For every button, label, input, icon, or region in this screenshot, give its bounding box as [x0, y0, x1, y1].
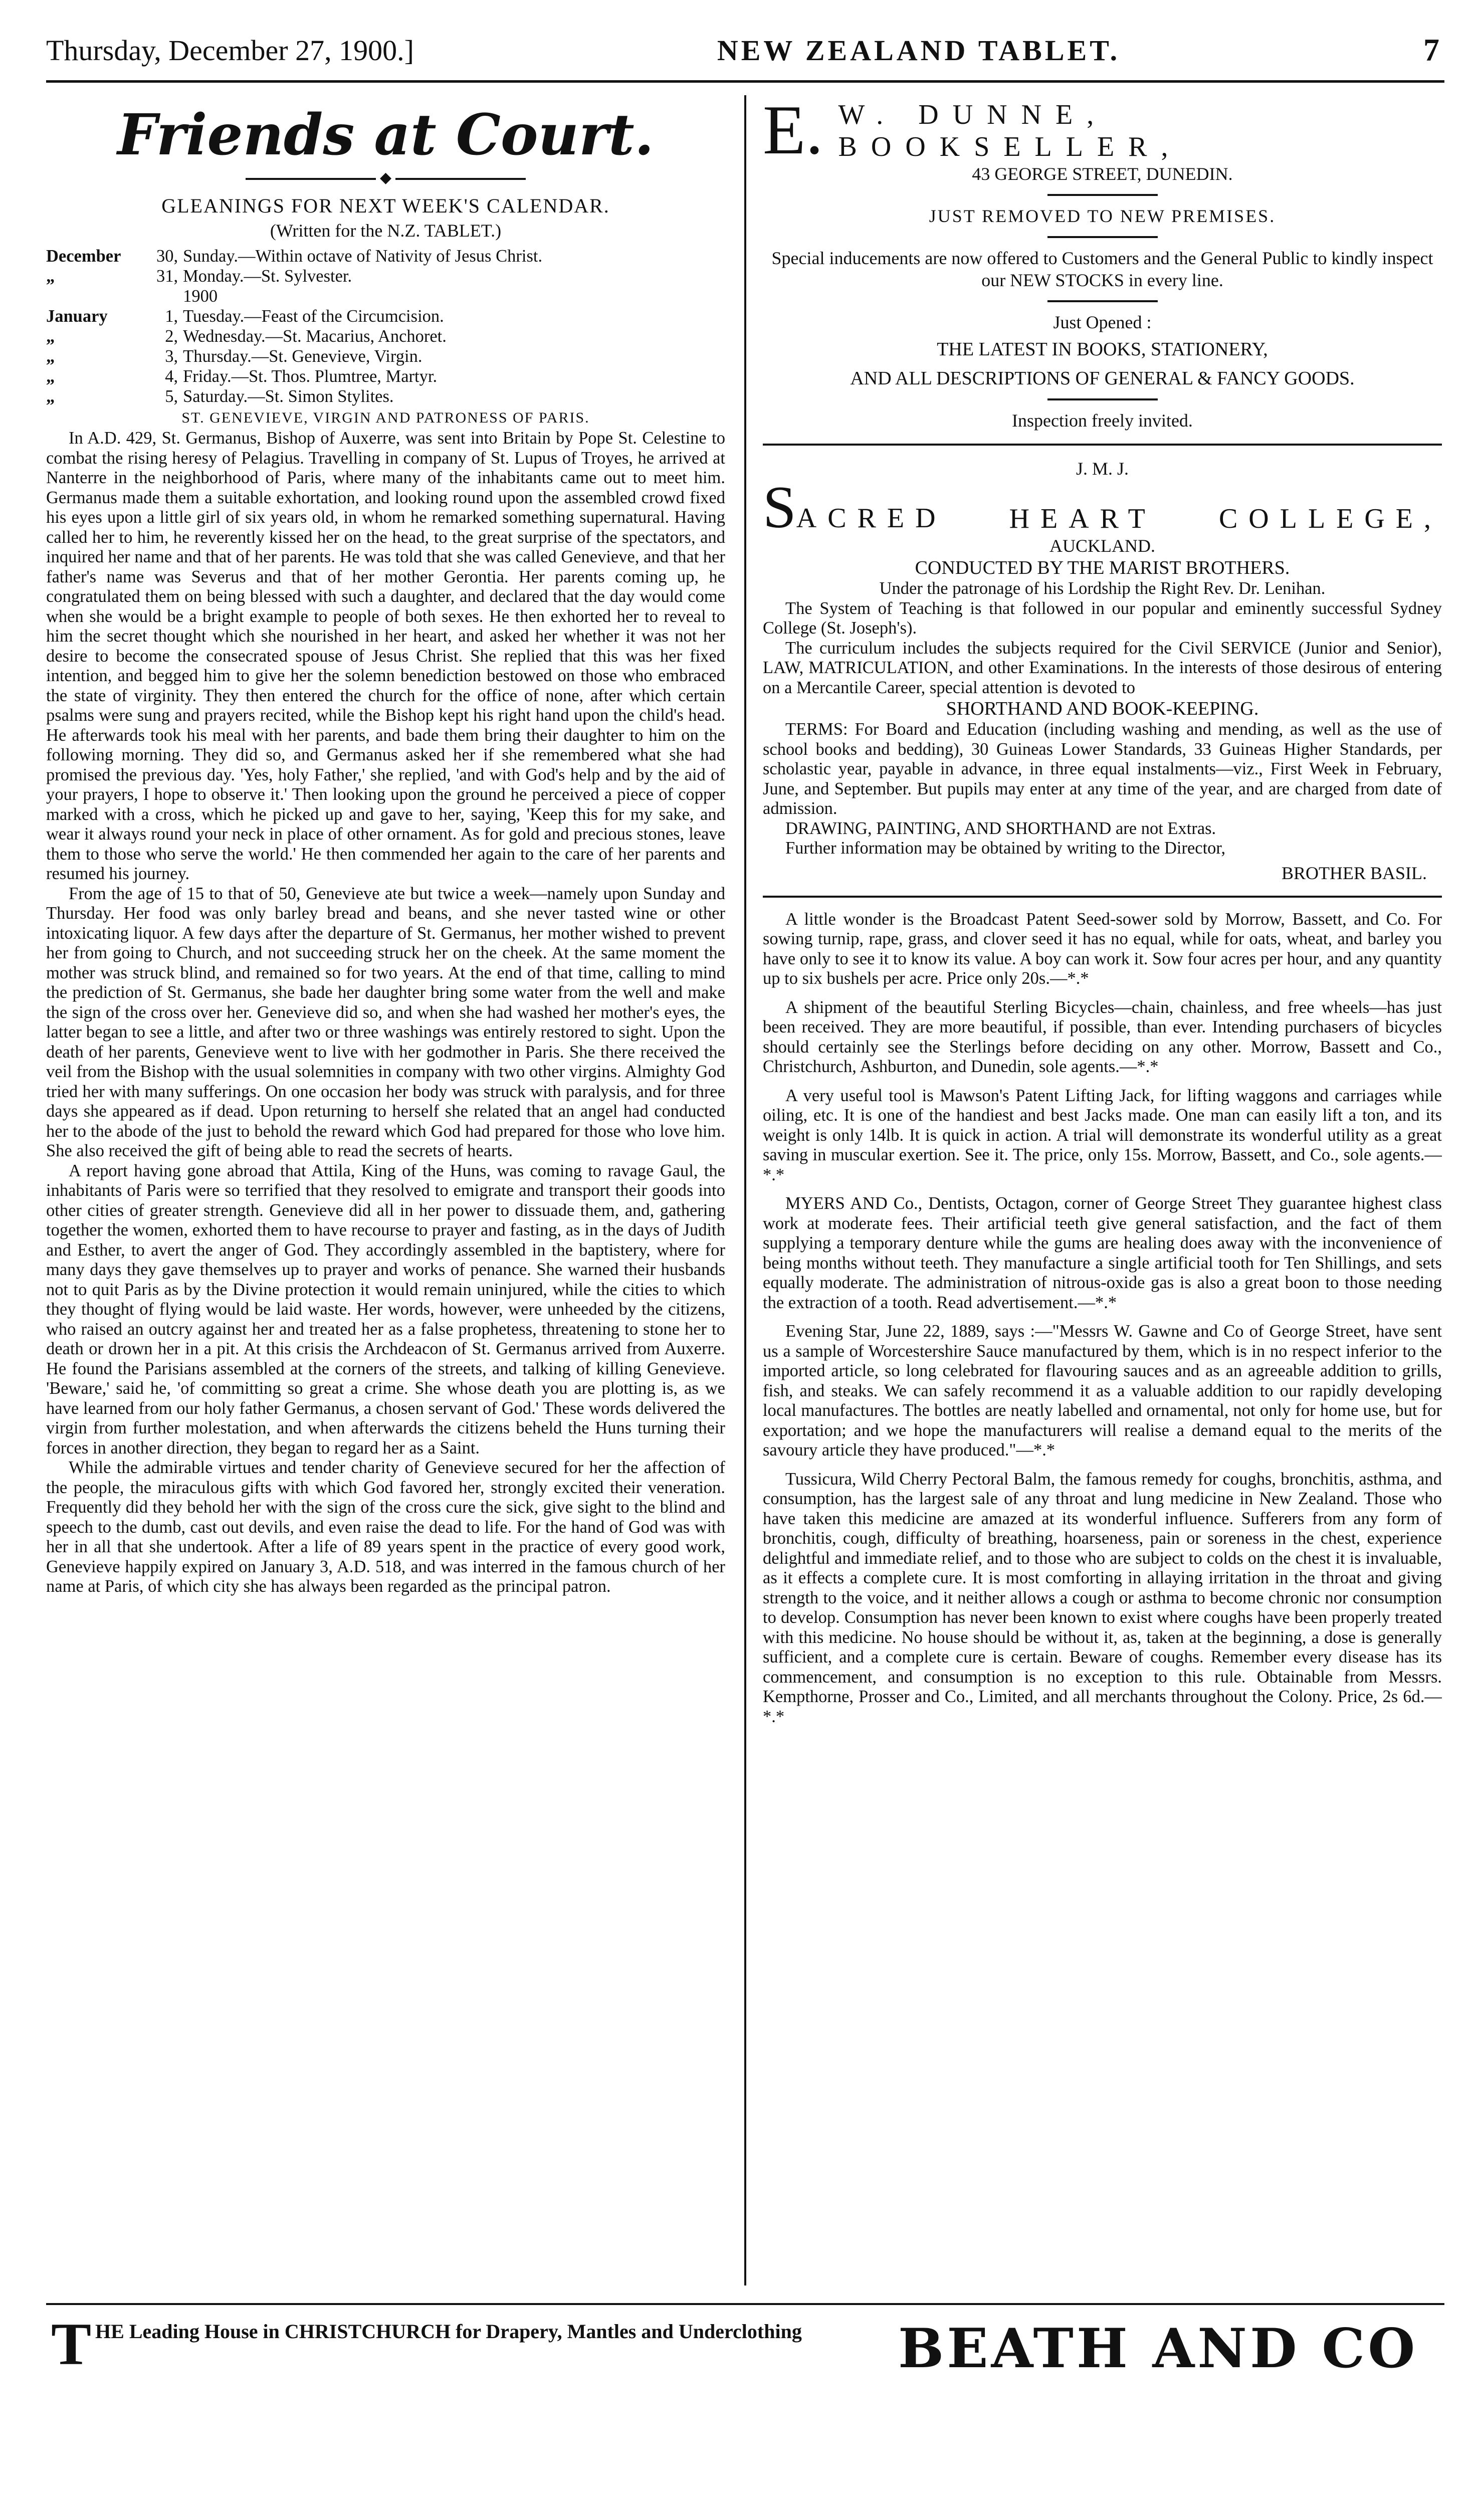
- calendar-month: [46, 286, 156, 306]
- footer-ads: [46, 2303, 1444, 2405]
- section-rule: [763, 896, 1442, 898]
- header-masthead: NEW ZEALAND TABLET.: [717, 34, 1121, 67]
- calendar-subheading: (Written for the N.Z. TABLET.): [270, 221, 502, 241]
- calendar-entry: Saturday.—St. Simon Stylites.: [183, 387, 394, 406]
- right-column: [763, 98, 1442, 2283]
- calendar-day: [156, 286, 183, 306]
- college-title: [763, 474, 1442, 540]
- article-paragraph: From the age of 15 to that of 50, Genevieve ate but twice a week—namely upon Sunday and Thursday. Her food was only barley bread and beans, and she never tasted wine or other intoxicating liquor. A few days after the departure of St. Germanus, her mother wished to prevent her from going to Church, and not succeeding struck her on the cheek. At the same moment the mother was struck blind, and remained so for two years. At the end of that time, calling to mind the prediction of St. Germanus, she bade her daughter bring some water from the well and make the sign of the cross over her. Genevieve did so, and when she had washed her mother's eyes, the latter began to see a little, and after two or three washings was entirely restored to sight. Upon the death of her parents, Genevieve went to live with her godmother in Paris. She there received the veil from the Bishop with the usual solemnities in company with two other virgins. Almighty God tried her with many sufferings. On one occasion her body was struck with paralysis, and for three days she appeared as if dead. Upon returning to herself she related that an angel had conducted her to the abode of the just to behold the reward which God had prepared for those who love him. She also received the gift of being able to read the secrets of hearts.: [46, 884, 725, 1160]
- notice-item: [763, 998, 1442, 1077]
- section-rule: [763, 444, 1442, 446]
- short-rule: [1047, 398, 1158, 400]
- dunne-just-opened: Just Opened :: [1053, 312, 1152, 332]
- article-paragraph: A report having gone abroad that Attila, King of the Huns, was coming to ravage Gaul, the inhabitants of Paris were so terrified that they resolved to emigrate and transport their goods into other cities of greater strength. Genevieve did all in her power to dissuade them, and, gathering together the women, exhorted them to have recourse to prayer and fasting, as in the days of Judith and Esther, to avert the anger of God. They accordingly assembled in the baptistery, where for many days they gave themselves up to prayer and works of penance. She warned their husbands not to quit Paris as by the Divine protection it would remain uninjured, while the cities to which they thought of flying would be laid waste. Her words, however, were unheeded by the citizens, who raised an outcry against her and treated her as a false prophetess, threatening to stone her to death or drown her in a pit. At this crisis the Archdeacon of St. Germanus arrived from Auxerre. He found the Parisians assembled at the corners of the streets, and talking of killing Genevieve. 'Beware,' said he, 'of committing so great a crime. She whose death you are plotting is, as we have learned from our holy father Germanus, a chosen servant of God.' These words delivered the virgin from further molestation, and when afterwards the citizens beheld the Huns turning their forces in another direction, they began to regard her as a Saint.: [46, 1161, 725, 1458]
- college-extras: DRAWING, PAINTING, AND SHORTHAND are not Extras.: [785, 818, 1216, 838]
- page-header: [46, 20, 1444, 83]
- calendar-entry: Monday.—St. Sylvester.: [183, 267, 352, 286]
- calendar-row: [46, 326, 547, 346]
- college-terms: TERMS: For Board and Education (including washing and mending, as well as the use of school books and bedding), 30 Guineas Lower Standards, 33 Guineas Higher Standards, per scholastic year, payable in advance, in three equal instalments—viz., First Week in February, June, and September. But pupils may enter at any time of the year, and are charged from date of admission.: [763, 720, 1442, 818]
- college-jmj: J. M. J.: [1076, 459, 1129, 479]
- left-column: [46, 98, 725, 2283]
- calendar-entry: Wednesday.—St. Macarius, Anchoret.: [183, 327, 447, 346]
- dunne-ad-title: [763, 98, 1442, 169]
- calendar-row: [46, 346, 547, 366]
- calendar-month: „: [46, 387, 55, 406]
- footer-ad-beath: BEATH AND CO: [898, 2317, 1418, 2380]
- article-paragraph: While the admirable virtues and tender charity of Genevieve secured for her the affection of the people, the miraculous gifts with which God favored her, strongly excited their veneration. Frequently did they behold her with the sign of the cross cure the sick, give sight to the blind and speech to the dumb, cast out devils, and even raise the dead to life. For the hand of God was with her in all that she undertook. After a life of 89 years spent in the practice of every good work, Genevieve happily expired on January 3, A.D. 518, and was interred in the famous church of her name at Paris, of which city she has always been regarded as the principal patron.: [46, 1458, 725, 1596]
- footer-ad-drapery: [51, 2311, 833, 2377]
- notice-item: [763, 1086, 1442, 1185]
- calendar-month: „: [46, 267, 55, 286]
- calendar-year: 1900: [183, 287, 218, 306]
- college-patronage: Under the patronage of his Lordship the Right Rev. Dr. Lenihan.: [879, 579, 1326, 598]
- dunne-descriptions: AND ALL DESCRIPTIONS OF GENERAL & FANCY GOODS.: [850, 368, 1355, 389]
- dunne-inducements: Special inducements are now offered to Customers and the General Public to kindly inspect our NEW STOCKS in every line.: [771, 248, 1433, 290]
- calendar-row: [46, 386, 547, 406]
- calendar-day: 31,: [156, 267, 178, 286]
- newspaper-page: [46, 20, 1444, 2476]
- calendar-row: [46, 366, 547, 386]
- college-signature: BROTHER BASIL.: [1281, 863, 1427, 883]
- college-title-college: COLLEGE,: [1218, 503, 1442, 534]
- notice-item: [763, 1194, 1442, 1313]
- short-rule: [1047, 300, 1158, 302]
- calendar-entry: Tuesday.—Feast of the Circumcision.: [183, 307, 444, 326]
- page-number: 7: [1423, 32, 1439, 68]
- calendar-entry: Thursday.—St. Genevieve, Virgin.: [183, 347, 422, 366]
- calendar-heading: GLEANINGS FOR NEXT WEEK'S CALENDAR.: [161, 194, 610, 217]
- college-initial: S: [763, 474, 796, 540]
- calendar-day: 3,: [165, 347, 178, 366]
- calendar-day: 5,: [165, 387, 178, 406]
- footer-ad-initial: T: [51, 2311, 92, 2377]
- college-city: AUCKLAND.: [1049, 536, 1155, 556]
- footer-ad-text: HE Leading House in CHRISTCHURCH for Drapery, Mantles and Underclothing: [95, 2320, 802, 2343]
- dunne-inspection: Inspection freely invited.: [1012, 410, 1193, 431]
- calendar-entry: Friday.—St. Thos. Plumtree, Martyr.: [183, 367, 438, 386]
- calendar-month: December: [46, 247, 121, 266]
- calendar-row: [46, 306, 547, 326]
- notice-item: [763, 910, 1442, 989]
- dunne-removed: JUST REMOVED TO NEW PREMISES.: [929, 206, 1276, 226]
- article-paragraph: In A.D. 429, St. Germanus, Bishop of Auxerre, was sent into Britain by Pope St. Celestine to combat the rising heresy of Pelagius. Travelling in company of St. Lupus of Troyes, he arrived at Nanterre in the neighborhood of Paris, where many of the inhabitants came out to meet him. Germanus made them a suitable exhortation, and looking round upon the assembled crowd fixed his eyes upon a little girl of six years old, in whom he remarked something supernatural. Having called her to him, he reverently kissed her on the head, to the great surprise of the spectators, and inquired her name and that of her parents. He was told that she was called Genevieve, and that her father's name was Severus and that of her mother Gerontia. Her parents coming up, he congratulated them on being blessed with such a daughter, and declared that the day would come when she would be a bright example to people of both sexes. He then exhorted her to reveal to him the secret thought which she nourished in her heart, and asked her whether it was not her desire to become the consecrated spouse of Jesus Christ. She replied that this was her fixed intention, and begged him to give her the solemn benediction bestowed on those who embraced the state of virginity. They then entered the church for the office of none, after which certain psalms were sung and prayers recited, while the Bishop kept his right hand upon the child's head. He afterwards took his meal with her parents, and bade them bring their daughter to him on the following morning. They did so, and Germanus asked her if she remembered what she had promised the previous day. 'Yes, holy Father,' she replied, 'and with God's help and by the aid of your prayers, I hope to observe it.' Then looking upon the ground he perceived a piece of copper marked with a cross, which he picked up and gave to her, saying, 'Keep this for my sake, and wear it always round your neck in place of other ornament. As for gold and precious stones, leave them to those who serve the world.' He then commended her again to the care of her parents and resumed his journey.: [46, 429, 725, 883]
- short-rule: [1047, 236, 1158, 238]
- notice-text: A little wonder is the Broadcast Patent Seed-sower sold by Morrow, Bassett, and Co. For sowing turnip, rape, grass, and clover seed it has no equal, while for oats, wheat, and barley you have only to see it to know its value. A boy can work it. Sow four acres per hour, and any quantity up to six bushels per acre. Price only 20s.—*.*: [763, 909, 1442, 988]
- calendar-row: [46, 246, 547, 266]
- short-rule: [1047, 194, 1158, 196]
- calendar-month: January: [46, 307, 108, 326]
- dunne-name: W. DUNNE, BOOKSELLER,: [838, 99, 1182, 162]
- calendar-row: [46, 286, 547, 306]
- header-date: Thursday, December 27, 1900.]: [46, 34, 414, 67]
- college-paragraph: The System of Teaching is that followed in our popular and eminently successful Sydney College (St. Joseph's).: [763, 598, 1442, 638]
- notice-item: [763, 1322, 1442, 1461]
- dunne-initial: E.: [763, 98, 823, 169]
- college-title-rest: ACRED: [796, 503, 947, 534]
- notice-item: [763, 1470, 1442, 1727]
- notice-text: Evening Star, June 22, 1889, says :—"Messrs W. Gawne and Co of George Street, have sent us a sample of Worcestershire Sauce manufactured by them, which is in no respect inferior to the imported article, so long celebrated for flavouring sauces and as an agreeable addition to grills, fish, and steaks. We can safely recommend it as a valuable addition to our rapidly developing local manufactures. The bottles are neatly labelled and ornamental, not only for home use, but for exportation; and we hope the manufacturers will realise a demand equal to the merits of the savoury article they have produced."—*.*: [763, 1322, 1442, 1460]
- column-title: Friends at Court.: [117, 102, 654, 168]
- college-conducted: CONDUCTED BY THE MARIST BROTHERS.: [915, 557, 1290, 578]
- section-heading: ST. GENEVIEVE, VIRGIN AND PATRONESS OF PARIS.: [181, 409, 590, 426]
- calendar-day: 2,: [165, 327, 178, 346]
- calendar-day: 30,: [156, 247, 178, 266]
- calendar-table: [46, 246, 547, 406]
- calendar-month: „: [46, 327, 55, 346]
- notice-text: A shipment of the beautiful Sterling Bicycles—chain, chainless, and free wheels—has just been received. They are more beautiful, if possible, than ever. Intending purchasers of bicycles should certainly see the Sterlings before deciding on any other. Morrow, Bassett and Co., Christchurch, Ashburton, and Dunedin, sole agents.—*.*: [763, 997, 1442, 1076]
- dunne-address: 43 GEORGE STREET, DUNEDIN.: [972, 164, 1233, 184]
- diamond-divider: ◆: [46, 168, 725, 188]
- college-shorthand: SHORTHAND AND BOOK-KEEPING.: [946, 698, 1259, 719]
- notice-text: A very useful tool is Mawson's Patent Lifting Jack, for lifting waggons and carriages while oiling, etc. It is one of the handiest and best Jacks made. One man can easily lift a ton, and its weight is only 14lb. It is quick in action. A trial will demonstrate its wonderful utility as a great saving in muscular exertion. See it. The price, only 15s. Morrow, Bassett, and Co., sole agents.—*.*: [763, 1086, 1442, 1184]
- college-further: Further information may be obtained by writing to the Director,: [785, 839, 1226, 858]
- calendar-month: „: [46, 347, 55, 366]
- notice-text: Tussicura, Wild Cherry Pectoral Balm, the famous remedy for coughs, bronchitis, asthma, and consumption, has the largest sale of any throat and lung medicine in New Zealand. Those who have taken this medicine are amazed at its wonderful influence. Sufferers from any form of bronchitis, cough, difficulty of breathing, hoarseness, pain or soreness in the chest, experience delightful and immediate relief, and to those who are subject to colds on the chest it is invaluable, as it effects a complete cure. It is most comforting in allaying irritation in the throat and giving strength to the voice, and it neither allows a cough or asthma to become chronic nor consumption to develop. Consumption has never been known to exist where coughs have been properly treated with this medicine. No house should be without it, as, taken at the beginning, a dose is generally sufficient, and a complete cure is certain. Beware of coughs. Remember every disease has its commencement, and consumption is no exception to this rule. Obtainable from Messrs. Kempthorne, Prosser and Co., Limited, and all merchants throughout the Colony. Price, 2s 6d.—*.*: [763, 1469, 1442, 1726]
- dunne-latest: THE LATEST IN BOOKS, STATIONERY,: [937, 339, 1268, 360]
- college-title-heart: HEART: [1009, 503, 1156, 534]
- calendar-day: 1,: [165, 307, 178, 326]
- calendar-row: [46, 266, 547, 286]
- calendar-day: 4,: [165, 367, 178, 386]
- calendar-entry: Sunday.—Within octave of Nativity of Jesus Christ.: [183, 247, 543, 266]
- calendar-month: „: [46, 367, 55, 386]
- college-paragraph: The curriculum includes the subjects required for the Civil SERVICE (Junior and Senior), LAW, MATRICULATION, and other Examinations. In the interests of those desirous of entering on a Mercantile Career, special attention is devoted to: [763, 638, 1442, 697]
- notice-text: MYERS AND Co., Dentists, Octagon, corner of George Street They guarantee highest class work at moderate fees. Their artificial teeth give general satisfaction, and the fact of them supplying a temporary denture while the gums are healing does away with the inconvenience of being months without teeth. They manufacture a single artificial tooth for Ten Shillings, and sets equally moderate. The administration of nitrous-oxide gas is also a great boon to those needing the extraction of a tooth. Read advertisement.—*.*: [763, 1194, 1442, 1312]
- column-divider: [744, 95, 746, 2285]
